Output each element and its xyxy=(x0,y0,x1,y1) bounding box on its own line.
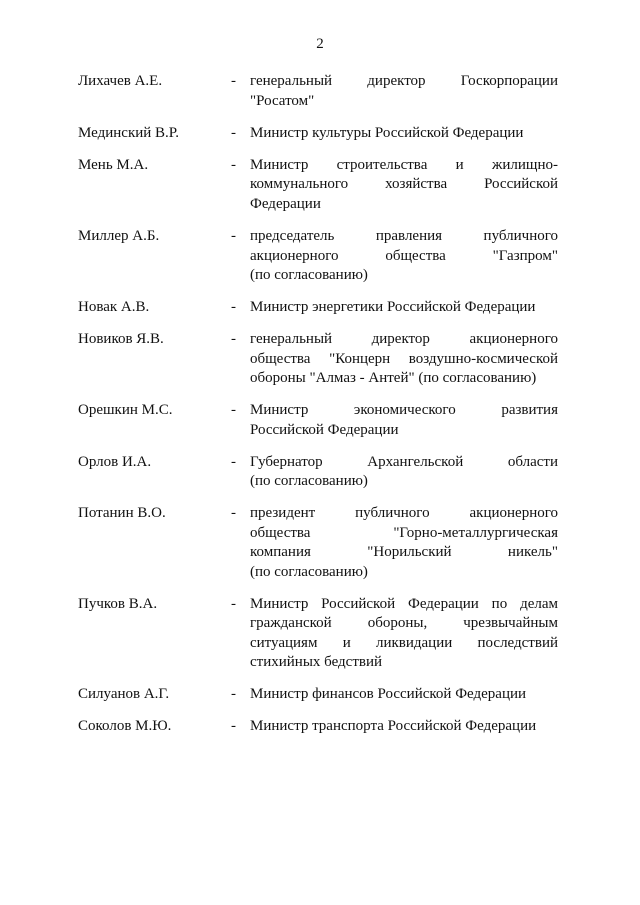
position-description xyxy=(250,227,558,286)
position-description xyxy=(250,156,558,215)
position-description xyxy=(250,124,558,144)
person-name: Миллер А.Б. xyxy=(78,228,160,244)
separator-dash: - xyxy=(231,73,236,89)
page-number: 2 xyxy=(316,36,324,52)
entries-list xyxy=(0,72,640,737)
position-description xyxy=(250,298,558,318)
person-name: Орешкин М.С. xyxy=(78,402,173,418)
separator-dash: - xyxy=(231,718,236,734)
list-item xyxy=(0,717,640,737)
position-line: коммунального хозяйства Российской xyxy=(250,176,558,192)
position-description xyxy=(250,72,558,111)
separator-dash: - xyxy=(231,595,236,612)
position-description xyxy=(250,504,558,582)
separator-dash: - xyxy=(231,299,236,315)
position-line: ситуациям и ликвидации последствий xyxy=(250,634,558,651)
position-description xyxy=(250,330,558,389)
person-name: Мединский В.Р. xyxy=(78,124,180,141)
list-item xyxy=(0,453,640,492)
position-line: Федерации xyxy=(250,195,321,212)
list-item xyxy=(0,401,640,440)
position-line: акционерного общества "Газпром" xyxy=(250,247,558,264)
position-line: (по согласованию) xyxy=(250,267,368,283)
position-line: общества "Концерн воздушно-космической xyxy=(250,350,558,367)
position-line: стихийных бедствий xyxy=(250,654,383,670)
position-line: генеральный директор акционерного xyxy=(250,331,558,347)
position-line: Министр энергетики Российской Федерации xyxy=(250,299,536,315)
separator-dash: - xyxy=(231,228,236,244)
position-line: Российской Федерации xyxy=(250,421,399,438)
position-line: общества "Горно-металлургическая xyxy=(250,524,558,541)
list-item xyxy=(0,72,640,111)
person-name: Новак А.В. xyxy=(78,299,150,315)
list-item xyxy=(0,227,640,286)
person-name: Новиков Я.В. xyxy=(78,331,164,347)
separator-dash: - xyxy=(231,686,236,702)
position-description xyxy=(250,401,558,440)
position-line: Министр строительства и жилищно- xyxy=(250,156,558,173)
separator-dash: - xyxy=(231,124,236,141)
person-name: Мень М.А. xyxy=(78,156,149,173)
list-item xyxy=(0,156,640,215)
position-line: (по согласованию) xyxy=(250,473,368,489)
position-description xyxy=(250,453,558,492)
list-item xyxy=(0,330,640,389)
person-name: Силуанов А.Г. xyxy=(78,686,170,702)
position-line: "Росатом" xyxy=(250,92,315,109)
position-line: Министр культуры Российской Федерации xyxy=(250,124,524,141)
position-line: Министр Российской Федерации по делам xyxy=(250,595,558,612)
separator-dash: - xyxy=(231,156,236,173)
list-item xyxy=(0,298,640,318)
list-item xyxy=(0,595,640,673)
position-line: генеральный директор Госкорпорации xyxy=(250,73,558,89)
list-item xyxy=(0,124,640,144)
list-item xyxy=(0,685,640,705)
position-line: Губернатор Архангельской области xyxy=(250,453,558,470)
position-description xyxy=(250,595,558,673)
person-name: Пучков В.А. xyxy=(78,595,158,612)
separator-dash: - xyxy=(231,505,236,521)
position-description xyxy=(250,685,558,705)
position-line: компания "Норильский никель" xyxy=(250,544,558,560)
separator-dash: - xyxy=(231,453,236,470)
person-name: Орлов И.А. xyxy=(78,453,152,470)
position-line: Министр экономического развития xyxy=(250,402,558,418)
list-item xyxy=(0,504,640,582)
person-name: Потанин В.О. xyxy=(78,505,166,521)
person-name: Соколов М.Ю. xyxy=(78,718,172,734)
position-line: Министр транспорта Российской Федерации xyxy=(250,718,537,734)
position-line: (по согласованию) xyxy=(250,563,368,580)
person-name: Лихачев А.Е. xyxy=(78,73,163,89)
position-line: Министр финансов Российской Федерации xyxy=(250,686,527,702)
position-line: председатель правления публичного xyxy=(250,228,558,244)
position-line: гражданской обороны, чрезвычайным xyxy=(250,615,558,631)
separator-dash: - xyxy=(231,402,236,418)
position-description xyxy=(250,717,558,737)
position-line: президент публичного акционерного xyxy=(250,505,558,521)
position-line: обороны "Алмаз - Антей" (по согласованию) xyxy=(250,370,537,386)
separator-dash: - xyxy=(231,331,236,347)
